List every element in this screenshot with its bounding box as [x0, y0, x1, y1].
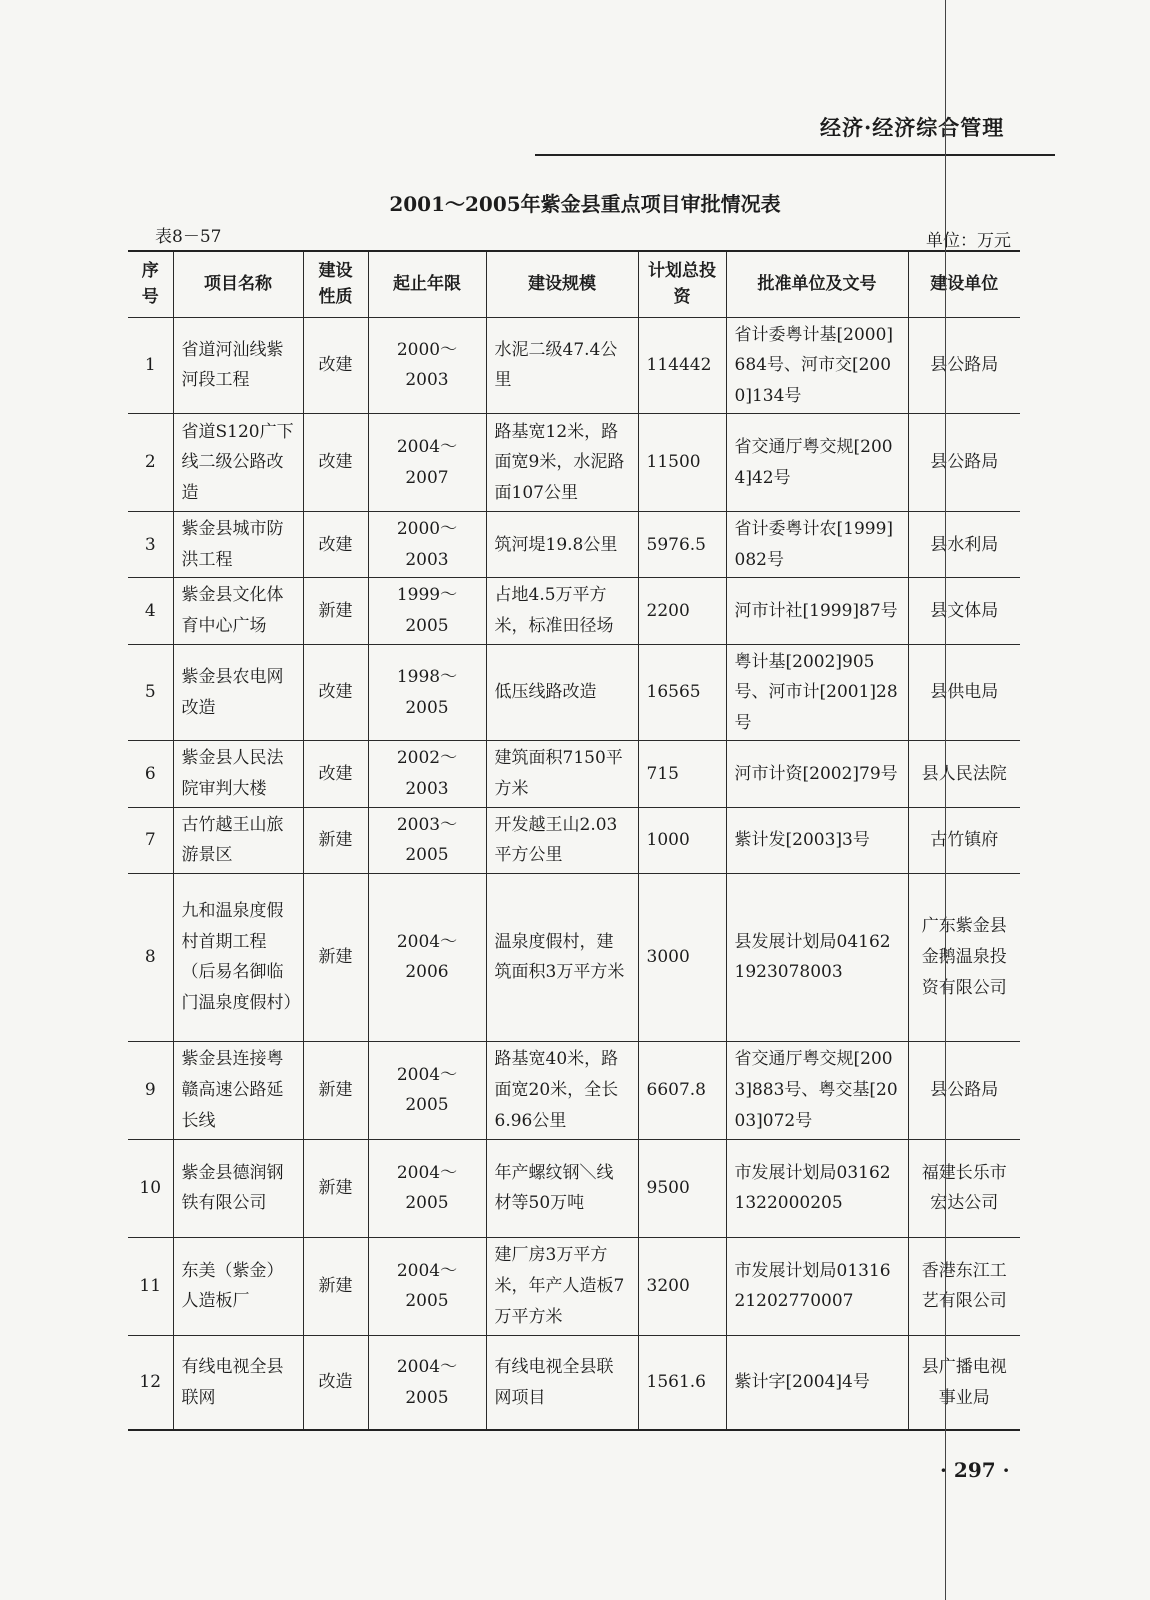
table-title: 2001～2005年紫金县重点项目审批情况表 — [389, 192, 781, 216]
project-name: 紫金县人民法院审判大楼 — [173, 741, 303, 807]
table-row — [128, 644, 1020, 741]
project-name: 紫金县文化体育中心广场 — [173, 578, 303, 644]
row-number: 7 — [128, 807, 173, 873]
construction-period: 2004～2005 — [368, 1139, 486, 1237]
project-name: 省道S120广下线二级公路改造 — [173, 414, 303, 512]
table-row — [128, 1237, 1020, 1335]
column-header: 建设性质 — [303, 251, 368, 317]
construction-type: 新建 — [303, 1237, 368, 1335]
row-number: 10 — [128, 1139, 173, 1237]
approval-document: 县发展计划局041621923078003 — [726, 873, 908, 1041]
planned-investment: 3200 — [638, 1237, 726, 1335]
table-row — [128, 414, 1020, 512]
column-header: 建设单位 — [908, 251, 1020, 317]
construction-scale: 建筑面积7150平方米 — [486, 741, 638, 807]
column-header: 序号 — [128, 251, 173, 317]
table-row — [128, 1139, 1020, 1237]
construction-type: 改造 — [303, 1335, 368, 1430]
project-name: 九和温泉度假村首期工程（后易名御临门温泉度假村） — [173, 873, 303, 1041]
row-number: 9 — [128, 1041, 173, 1139]
construction-unit: 县公路局 — [908, 1041, 1020, 1139]
table-row — [128, 1335, 1020, 1430]
project-name: 东美（紫金）人造板厂 — [173, 1237, 303, 1335]
scan-binding-line — [945, 0, 946, 1600]
construction-scale: 筑河堤19.8公里 — [486, 512, 638, 578]
project-name: 紫金县农电网改造 — [173, 644, 303, 741]
column-header: 起止年限 — [368, 251, 486, 317]
row-number: 12 — [128, 1335, 173, 1430]
construction-scale: 年产螺纹钢＼线材等50万吨 — [486, 1139, 638, 1237]
table-row — [128, 741, 1020, 807]
planned-investment: 6607.8 — [638, 1041, 726, 1139]
construction-scale: 开发越王山2.03平方公里 — [486, 807, 638, 873]
page-number: · 297 · — [940, 1458, 1010, 1482]
construction-type: 新建 — [303, 578, 368, 644]
row-number: 3 — [128, 512, 173, 578]
construction-period: 2004～2006 — [368, 873, 486, 1041]
header-rule — [535, 154, 1055, 156]
project-name: 紫金县城市防洪工程 — [173, 512, 303, 578]
construction-scale: 路基宽40米，路面宽20米，全长6.96公里 — [486, 1041, 638, 1139]
approval-document: 省交通厅粤交规[2004]42号 — [726, 414, 908, 512]
construction-scale: 占地4.5万平方米，标准田径场 — [486, 578, 638, 644]
construction-period: 1999～2005 — [368, 578, 486, 644]
construction-scale: 有线电视全县联网项目 — [486, 1335, 638, 1430]
planned-investment: 715 — [638, 741, 726, 807]
construction-scale: 低压线路改造 — [486, 644, 638, 741]
construction-type: 改建 — [303, 317, 368, 414]
construction-unit: 广东紫金县金鹅温泉投资有限公司 — [908, 873, 1020, 1041]
construction-type: 新建 — [303, 1139, 368, 1237]
construction-type: 改建 — [303, 644, 368, 741]
construction-unit: 县广播电视事业局 — [908, 1335, 1020, 1430]
row-number: 6 — [128, 741, 173, 807]
table-body — [128, 317, 1020, 1430]
project-approval-table — [128, 250, 1020, 1431]
section-header: 经济·经济综合管理 — [820, 115, 1005, 140]
planned-investment: 1561.6 — [638, 1335, 726, 1430]
project-table-container — [128, 250, 1020, 1431]
planned-investment: 11500 — [638, 414, 726, 512]
construction-type: 改建 — [303, 414, 368, 512]
table-row — [128, 317, 1020, 414]
construction-scale: 水泥二级47.4公里 — [486, 317, 638, 414]
column-header: 建设规模 — [486, 251, 638, 317]
planned-investment: 114442 — [638, 317, 726, 414]
planned-investment: 16565 — [638, 644, 726, 741]
row-number: 11 — [128, 1237, 173, 1335]
row-number: 4 — [128, 578, 173, 644]
planned-investment: 1000 — [638, 807, 726, 873]
row-number: 1 — [128, 317, 173, 414]
table-row — [128, 512, 1020, 578]
column-header: 计划总投资 — [638, 251, 726, 317]
approval-document: 省计委粤计农[1999]082号 — [726, 512, 908, 578]
construction-unit: 县文体局 — [908, 578, 1020, 644]
construction-unit: 县供电局 — [908, 644, 1020, 741]
construction-scale: 路基宽12米，路面宽9米，水泥路面107公里 — [486, 414, 638, 512]
construction-type: 新建 — [303, 873, 368, 1041]
construction-unit: 古竹镇府 — [908, 807, 1020, 873]
planned-investment: 5976.5 — [638, 512, 726, 578]
column-header: 项目名称 — [173, 251, 303, 317]
table-number: 表8－57 — [155, 227, 222, 247]
project-name: 有线电视全县联网 — [173, 1335, 303, 1430]
construction-period: 2004～2005 — [368, 1237, 486, 1335]
project-name: 省道河汕线紫河段工程 — [173, 317, 303, 414]
construction-period: 2004～2007 — [368, 414, 486, 512]
construction-scale: 建厂房3万平方米，年产人造板7万平方米 — [486, 1237, 638, 1335]
construction-scale: 温泉度假村，建筑面积3万平方米 — [486, 873, 638, 1041]
approval-document: 紫计发[2003]3号 — [726, 807, 908, 873]
table-row — [128, 578, 1020, 644]
table-row — [128, 873, 1020, 1041]
table-header-row — [128, 251, 1020, 317]
planned-investment: 3000 — [638, 873, 726, 1041]
construction-unit: 县公路局 — [908, 317, 1020, 414]
construction-unit: 县人民法院 — [908, 741, 1020, 807]
row-number: 2 — [128, 414, 173, 512]
approval-document: 粤计基[2002]905号、河市计[2001]28号 — [726, 644, 908, 741]
construction-period: 2000～2003 — [368, 512, 486, 578]
project-name: 古竹越王山旅游景区 — [173, 807, 303, 873]
construction-unit: 福建长乐市宏达公司 — [908, 1139, 1020, 1237]
construction-period: 2004～2005 — [368, 1041, 486, 1139]
approval-document: 省计委粤计基[2000]684号、河市交[2000]134号 — [726, 317, 908, 414]
construction-period: 2002～2003 — [368, 741, 486, 807]
construction-period: 1998～2005 — [368, 644, 486, 741]
project-name: 紫金县连接粤赣高速公路延长线 — [173, 1041, 303, 1139]
column-header: 批准单位及文号 — [726, 251, 908, 317]
construction-type: 改建 — [303, 741, 368, 807]
construction-period: 2000～2003 — [368, 317, 486, 414]
approval-document: 省交通厅粤交规[2003]883号、粤交基[2003]072号 — [726, 1041, 908, 1139]
construction-unit: 香港东江工艺有限公司 — [908, 1237, 1020, 1335]
row-number: 8 — [128, 873, 173, 1041]
construction-type: 新建 — [303, 1041, 368, 1139]
unit-label: 单位：万元 — [926, 231, 1011, 251]
construction-period: 2004～2005 — [368, 1335, 486, 1430]
construction-type: 新建 — [303, 807, 368, 873]
construction-period: 2003～2005 — [368, 807, 486, 873]
table-row — [128, 1041, 1020, 1139]
row-number: 5 — [128, 644, 173, 741]
approval-document: 市发展计划局0131621202770007 — [726, 1237, 908, 1335]
approval-document: 河市计社[1999]87号 — [726, 578, 908, 644]
approval-document: 市发展计划局031621322000205 — [726, 1139, 908, 1237]
approval-document: 紫计字[2004]4号 — [726, 1335, 908, 1430]
table-row — [128, 807, 1020, 873]
planned-investment: 9500 — [638, 1139, 726, 1237]
planned-investment: 2200 — [638, 578, 726, 644]
project-name: 紫金县德润钢铁有限公司 — [173, 1139, 303, 1237]
construction-unit: 县公路局 — [908, 414, 1020, 512]
construction-unit: 县水利局 — [908, 512, 1020, 578]
construction-type: 改建 — [303, 512, 368, 578]
approval-document: 河市计资[2002]79号 — [726, 741, 908, 807]
